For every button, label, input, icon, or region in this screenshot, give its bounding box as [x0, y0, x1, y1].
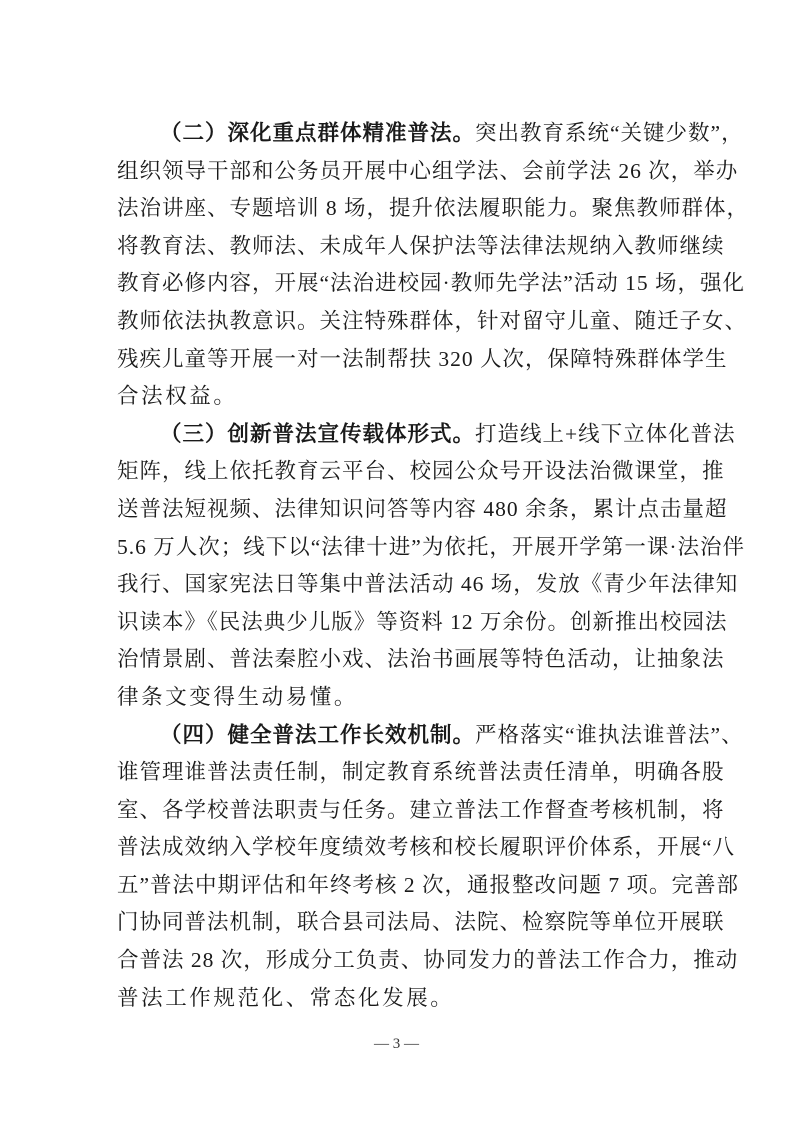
- text-line: [117, 115, 744, 153]
- section-heading: （二）深化重点群体精准普法。: [160, 121, 476, 145]
- line-text: 治情景剧、普法秦腔小戏、法治书画展等特色活动，让抽象法: [117, 647, 725, 672]
- text-line: [117, 491, 728, 529]
- paragraph: [117, 416, 745, 717]
- text-line: [117, 416, 736, 454]
- text-line: [117, 453, 725, 491]
- line-text: 送普法短视频、法律知识问答等内容 480 余条，累计点击量超: [117, 496, 728, 521]
- line-text: 教师依法执教意识。关注特殊群体，针对留守儿童、随迁子女、: [117, 308, 748, 333]
- line-text: 将教育法、教师法、未成年人保护法等法律法规纳入教师继续: [117, 233, 725, 258]
- section-heading: （四）健全普法工作长效机制。: [160, 722, 476, 747]
- line-text: 普法成效纳入学校年度绩效考核和校长履职评价体系，开展“八: [117, 835, 736, 860]
- text-line: [117, 529, 745, 567]
- line-text: 识读本》《民法典少儿版》等资料 12 万余份。创新推出校园法: [117, 609, 728, 634]
- paragraph: [117, 717, 744, 1018]
- text-line: [117, 980, 688, 1018]
- document-body: [117, 115, 750, 1017]
- text-line: [117, 378, 688, 416]
- text-line: [117, 604, 728, 642]
- line-text: 组织领导干部和公务员开展中心组学法、会前学法 26 次，举办: [117, 158, 739, 183]
- text-line: [117, 942, 739, 980]
- line-text: 谁管理谁普法责任制，制定教育系统普法责任清单，明确各股: [117, 760, 725, 785]
- text-line: [117, 190, 750, 228]
- section-heading: （三）创新普法宣传载体形式。: [160, 421, 476, 446]
- line-text: 法治讲座、专题培训 8 场，提升依法履职能力。聚焦教师群体，: [117, 196, 750, 221]
- line-text: 合普法 28 次，形成分工负责、协同发力的普法工作合力，推动: [117, 948, 739, 973]
- text-line: [117, 265, 745, 303]
- text-line: [117, 867, 740, 905]
- line-text: 严格落实“谁执法谁普法”、: [475, 722, 744, 747]
- line-text: 5.6 万人次；线下以“法律十进”为依托，开展开学第一课·法治伴: [117, 534, 745, 559]
- line-text: 残疾儿童等开展一对一法制帮扶 320 人次，保障特殊群体学生: [117, 346, 728, 371]
- text-line: [117, 679, 688, 717]
- line-text: 普法工作规范化、常态化发展。: [117, 985, 455, 1010]
- line-text: 矩阵，线上依托教育云平台、校园公众号开设法治微课堂，推: [117, 459, 725, 484]
- line-text: 律条文变得生动易懂。: [117, 684, 359, 709]
- text-line: [117, 792, 725, 830]
- line-text: 五”普法中期评估和年终考核 2 次，通报整改问题 7 项。完善部: [117, 872, 740, 897]
- text-line: [117, 153, 739, 191]
- line-text: 合法权益。: [117, 384, 238, 409]
- paragraph: [117, 115, 750, 416]
- text-line: [117, 754, 725, 792]
- line-text: 打造线上+线下立体化普法: [475, 421, 736, 446]
- line-text: 我行、国家宪法日等集中普法活动 46 场，发放《青少年法律知: [117, 572, 739, 597]
- line-text: 突出教育系统“关键少数”，: [475, 121, 744, 145]
- text-line: [117, 566, 739, 604]
- text-line: [117, 228, 725, 266]
- line-text: 门协同普法机制，联合县司法局、法院、检察院等单位开展联: [117, 910, 725, 935]
- text-line: [117, 303, 748, 341]
- page-number: — 3 —: [374, 1036, 419, 1052]
- text-line: [117, 341, 728, 379]
- line-text: 教育必修内容，开展“法治进校园·教师先学法”活动 15 场，强化: [117, 271, 745, 296]
- text-line: [117, 829, 736, 867]
- line-text: 室、各学校普法职责与任务。建立普法工作督查考核机制，将: [117, 797, 725, 822]
- text-line: [117, 717, 744, 755]
- text-line: [117, 641, 725, 679]
- text-line: [117, 904, 725, 942]
